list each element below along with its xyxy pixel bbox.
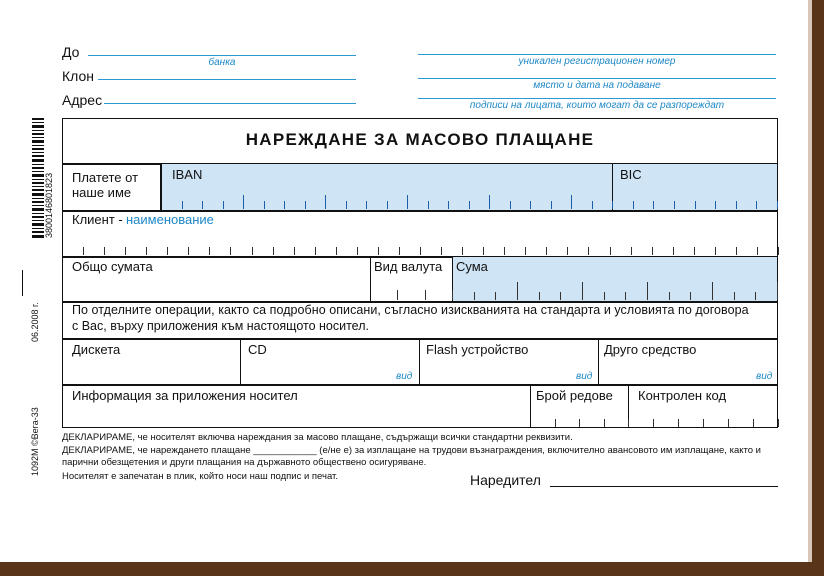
to-field-line[interactable] [88, 55, 356, 56]
payer-label-1: Платете от [72, 170, 139, 185]
input-tick [539, 292, 540, 300]
input-tick [777, 201, 778, 209]
input-tick [728, 419, 729, 427]
divider [530, 384, 531, 428]
input-tick [525, 247, 526, 255]
amount-shade [453, 257, 777, 301]
input-tick [612, 201, 613, 209]
input-tick [604, 292, 605, 300]
input-tick [778, 419, 779, 427]
input-tick [673, 247, 674, 255]
input-tick [223, 201, 224, 209]
amount-label: Сума [456, 259, 488, 274]
input-tick [209, 247, 210, 255]
input-tick [778, 247, 779, 255]
input-tick [756, 201, 757, 209]
side-mark [22, 270, 23, 296]
divider [160, 163, 162, 210]
branch-label: Клон [62, 68, 94, 84]
print-date: 06.2008 г. [30, 302, 40, 342]
input-tick [273, 247, 274, 255]
to-label: До [62, 44, 80, 60]
input-tick [448, 201, 449, 209]
input-tick [588, 247, 589, 255]
input-tick [346, 201, 347, 209]
form-title: НАРЕЖДАНЕ ЗА МАСОВО ПЛАЩАНЕ [245, 130, 595, 149]
input-tick [604, 419, 605, 427]
input-tick [397, 290, 398, 300]
carrier-info-label: Информация за приложения носител [72, 388, 298, 403]
divider [419, 338, 420, 384]
bank-hint: банка [208, 57, 236, 68]
input-tick [546, 247, 547, 255]
input-tick [674, 201, 675, 209]
input-tick [489, 195, 490, 209]
input-tick [652, 247, 653, 255]
input-tick [571, 195, 572, 209]
declaration-line-2: ДЕКЛАРИРАМЕ, че нареждането плащане ____________ (е/не е) за изплащане на трудови възнаграждения, включително авансовото им изплащане, както и [62, 445, 761, 456]
other-type-hint: вид [756, 371, 773, 382]
input-tick [560, 292, 561, 300]
input-tick [625, 292, 626, 300]
address-label: Адрес [62, 92, 103, 108]
input-tick [517, 282, 518, 300]
divider [598, 338, 599, 384]
input-tick [610, 247, 611, 255]
input-tick [715, 247, 716, 255]
input-tick [483, 247, 484, 255]
input-tick [703, 419, 704, 427]
input-tick [125, 247, 126, 255]
input-tick [230, 247, 231, 255]
signatures-line[interactable] [418, 98, 776, 99]
orderer-label: Наредител [470, 472, 541, 488]
input-tick [694, 247, 695, 255]
client-name-hint: наименование [126, 212, 214, 227]
input-tick [83, 247, 84, 255]
input-tick [202, 201, 203, 209]
operations-text-1: По отделните операции, както са подробно описани, съгласно изискванията на стандарта и условията по договора [72, 303, 749, 317]
paper-frame-right [812, 0, 824, 576]
rows-count-label: Брой редове [536, 388, 613, 403]
paper-frame-bottom [0, 562, 824, 576]
input-tick [474, 292, 475, 300]
input-tick [182, 201, 183, 209]
input-tick [407, 195, 408, 209]
divider [370, 256, 371, 301]
input-tick [712, 282, 713, 300]
other-medium-option[interactable]: Друго средство [604, 342, 697, 357]
input-tick [715, 201, 716, 209]
divider [240, 338, 241, 384]
input-tick [252, 247, 253, 255]
input-tick [469, 201, 470, 209]
input-tick [357, 247, 358, 255]
input-tick [305, 201, 306, 209]
input-tick [755, 292, 756, 300]
input-tick [188, 247, 189, 255]
input-tick [104, 247, 105, 255]
input-tick [628, 419, 629, 427]
place-date-hint: място и дата на подаване [533, 80, 661, 91]
input-tick [425, 290, 426, 300]
input-tick [753, 419, 754, 427]
input-tick [582, 282, 583, 300]
divider [62, 338, 778, 340]
input-tick [243, 195, 244, 209]
publisher-mark: 1092M ©Вега-33 [30, 407, 40, 476]
input-tick [669, 292, 670, 300]
input-tick [551, 201, 552, 209]
operations-text-2: с Вас, върху приложения към настоящото носител. [72, 319, 369, 333]
reg-number-line[interactable] [418, 54, 776, 55]
input-tick [495, 292, 496, 300]
currency-label: Вид валута [374, 259, 443, 274]
declaration-line-4: Носителят е запечатан в плик, който носи наш подпис и печат. [62, 471, 338, 482]
input-tick [631, 247, 632, 255]
input-tick [579, 419, 580, 427]
reg-number-hint: уникален регистрационен номер [518, 56, 676, 67]
declaration-line-3: парични обезщетения и други плащания на държавното обществено осигуряване. [62, 457, 427, 468]
input-tick [420, 247, 421, 255]
flash-type-hint: вид [576, 371, 593, 382]
input-tick [653, 201, 654, 209]
place-date-line[interactable] [418, 78, 776, 79]
payer-label-2: наше име [72, 185, 132, 200]
input-tick [695, 201, 696, 209]
input-tick [592, 201, 593, 209]
input-tick [452, 290, 453, 300]
cd-type-hint: вид [396, 371, 413, 382]
total-label: Общо сумата [72, 259, 153, 274]
address-field-line[interactable] [104, 103, 356, 104]
branch-field-line[interactable] [98, 79, 356, 80]
orderer-signature-line[interactable] [550, 486, 778, 487]
flash-option[interactable]: Flash устройство [426, 342, 529, 357]
divider [62, 384, 778, 386]
input-tick [690, 292, 691, 300]
cd-option[interactable]: CD [248, 342, 267, 357]
input-tick [336, 247, 337, 255]
diskette-option[interactable]: Дискета [72, 342, 121, 357]
barcode-icon [32, 118, 44, 238]
input-tick [736, 247, 737, 255]
input-tick [736, 201, 737, 209]
input-tick [387, 201, 388, 209]
input-tick [146, 247, 147, 255]
input-tick [734, 292, 735, 300]
iban-label: IBAN [172, 167, 203, 182]
input-tick [633, 201, 634, 209]
input-tick [504, 247, 505, 255]
input-tick [653, 419, 654, 427]
declaration-line-1: ДЕКЛАРИРАМЕ, че носителят включва нареждания за масово плащане, съдържащи всички стандартни реквизити. [62, 432, 573, 443]
input-tick [530, 201, 531, 209]
input-tick [167, 247, 168, 255]
control-code-label: Контролен код [638, 388, 727, 403]
client-label: Клиент - [72, 212, 123, 227]
input-tick [757, 247, 758, 255]
input-tick [647, 282, 648, 300]
barcode-number: 3800146801823 [44, 172, 54, 238]
input-tick [428, 201, 429, 209]
signatures-hint: подписи на лицата, които могат да се разпореждат [469, 100, 725, 111]
input-tick [555, 419, 556, 427]
input-tick [294, 247, 295, 255]
input-tick [284, 201, 285, 209]
input-tick [510, 201, 511, 209]
input-tick [325, 195, 326, 209]
input-tick [315, 247, 316, 255]
input-tick [366, 201, 367, 209]
input-tick [264, 201, 265, 209]
input-tick [378, 247, 379, 255]
input-tick [441, 247, 442, 255]
input-tick [777, 282, 778, 300]
input-tick [678, 419, 679, 427]
input-tick [399, 247, 400, 255]
input-tick [567, 247, 568, 255]
bic-label: BIC [620, 167, 642, 182]
input-tick [462, 247, 463, 255]
